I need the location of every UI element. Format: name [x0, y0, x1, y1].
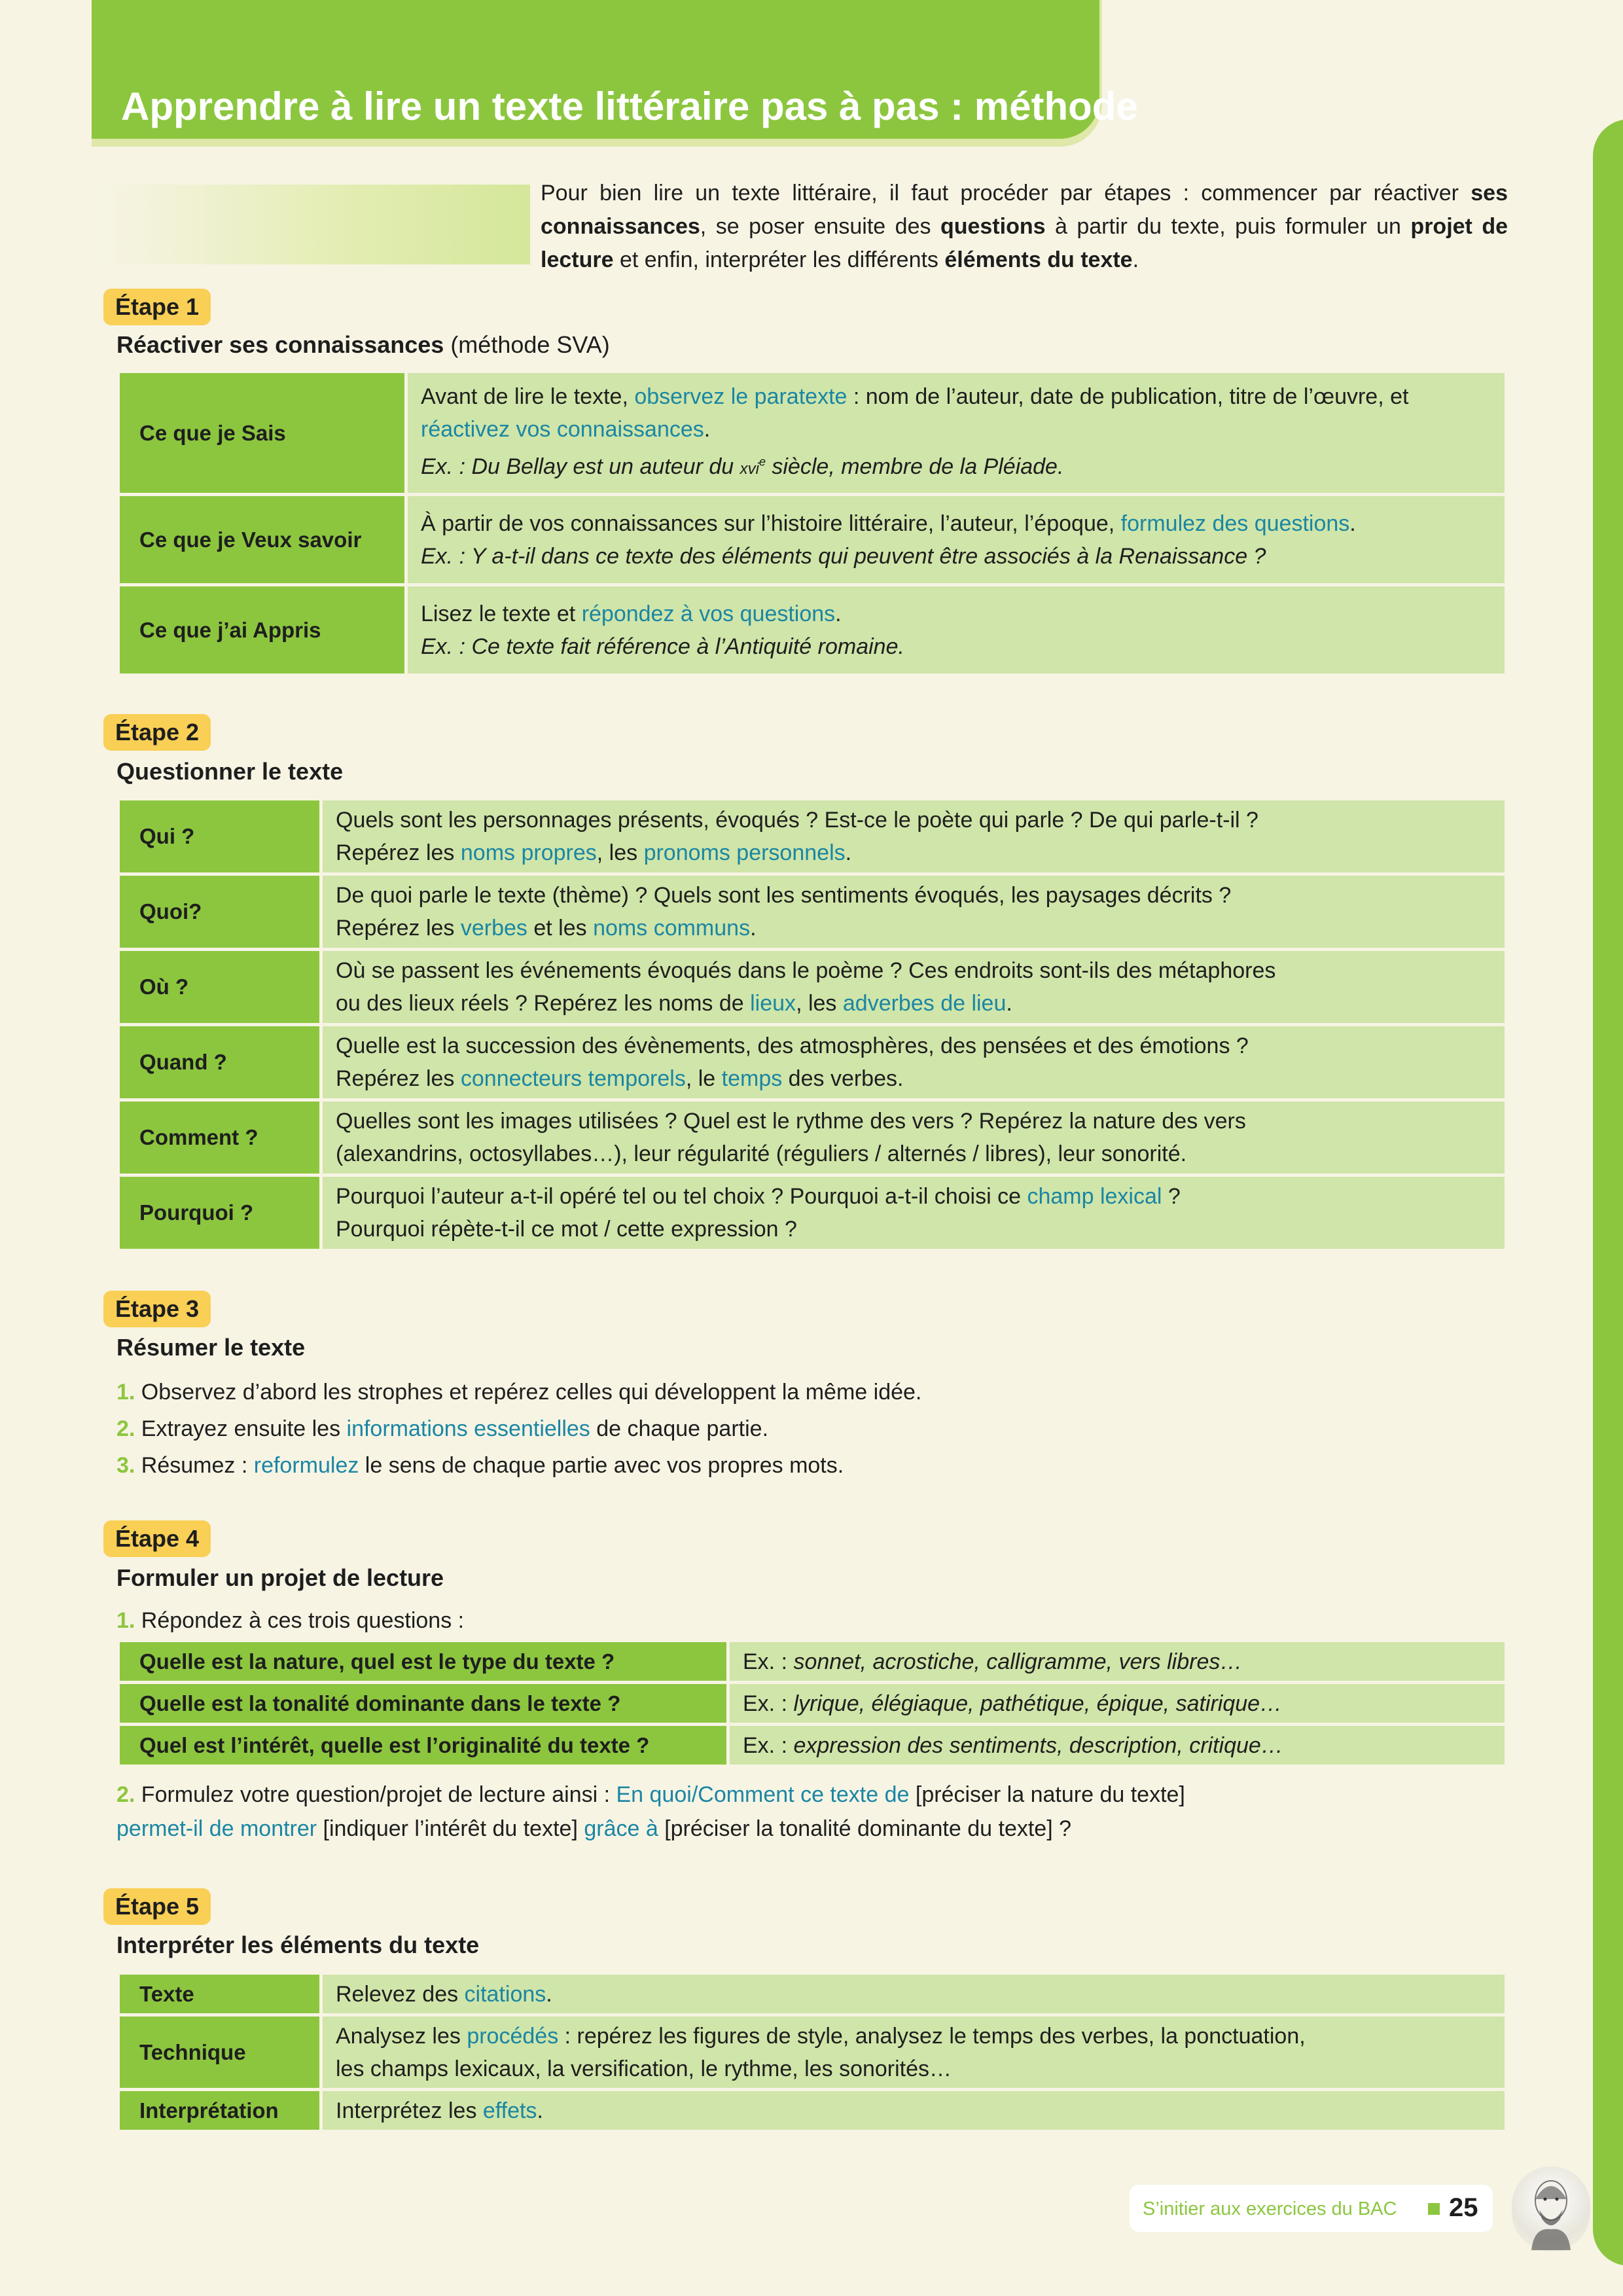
row-content: Ex. : lyrique, élégiaque, pathétique, épique, satirique…	[728, 1683, 1507, 1725]
footer-section-label: S’initier aux exercices du BAC	[1143, 2198, 1397, 2219]
list-item: 2. Extrayez ensuite les informations essentielles de chaque partie.	[116, 1416, 769, 1441]
table-row	[118, 1973, 1507, 2015]
row-label: Interprétation	[118, 2090, 321, 2132]
row-content: À partir de vos connaissances sur l’histoire littéraire, l’auteur, l’époque, formulez des questions. Ex. : Y a-t-il dans ce texte des éléments qui peuvent être associés à la Renaissance ?	[406, 495, 1507, 585]
table-row	[118, 495, 1507, 585]
row-content: Pourquoi l’auteur a-t-il opéré tel ou tel choix ? Pourquoi a-t-il choisi ce champ lexical ? Pourquoi répète-t-il ce mot / cette expression ?	[321, 1175, 1507, 1251]
row-label: Ce que je Sais	[118, 372, 406, 495]
table-row	[118, 950, 1507, 1025]
step-5-badge: Étape 5	[103, 1888, 211, 1925]
table-row	[118, 372, 1507, 495]
list-item: 3. Résumez : reformulez le sens de chaque partie avec vos propres mots.	[116, 1453, 844, 1478]
row-content: Interprétez les effets.	[321, 2090, 1507, 2132]
interpretation-table	[116, 1971, 1508, 2133]
side-tab	[1593, 119, 1623, 2266]
intro-paragraph: Pour bien lire un texte littéraire, il faut procéder par étapes : commencer par réactiver ses connaissances, se poser ensuite des questions à partir du texte, puis formuler un projet de lecture et enfin, interpréter les différents éléments du texte.	[541, 181, 1508, 272]
table-row	[118, 1100, 1507, 1175]
step-4-heading: Formuler un projet de lecture	[116, 1564, 444, 1591]
row-label: Quoi?	[118, 874, 321, 950]
sva-table	[116, 370, 1508, 677]
row-label: Quelle est la nature, quel est le type du texte ?	[118, 1641, 728, 1683]
row-content: Analysez les procédés : repérez les figures de style, analysez le temps des verbes, la ponctuation, les champs lexicaux, la versification, le rythme, les sonorités…	[321, 2015, 1507, 2090]
step-3-badge: Étape 3	[103, 1291, 211, 1327]
row-content: Quels sont les personnages présents, évoqués ? Est-ce le poète qui parle ? De qui parle-t-il ? Repérez les noms propres, les pronoms personnels.	[321, 799, 1507, 874]
row-content: Où se passent les événements évoqués dans le poème ? Ces endroits sont-ils des métaphores ou des lieux réels ? Repérez les noms de lieux, les adverbes de lieu.	[321, 950, 1507, 1025]
row-label: Quand ?	[118, 1025, 321, 1100]
table-row	[118, 1641, 1507, 1683]
reading-questions-intro: 1. Répondez à ces trois questions :	[116, 1608, 465, 1633]
step-2-badge: Étape 2	[103, 714, 211, 751]
step-5-heading: Interpréter les éléments du texte	[116, 1931, 480, 1958]
row-content: Ex. : expression des sentiments, description, critique…	[728, 1725, 1507, 1767]
row-content: De quoi parle le texte (thème) ? Quels sont les sentiments évoqués, les paysages décrits ? Repérez les verbes et les noms communs.	[321, 874, 1507, 950]
row-content: Quelles sont les images utilisées ? Quel est le rythme des vers ? Repérez la nature des vers (alexandrins, octosyllabes…), leur régularité (réguliers / alternés / libres), leur sonorité.	[321, 1100, 1507, 1175]
row-content: Ex. : sonnet, acrostiche, calligramme, vers libres…	[728, 1641, 1507, 1683]
table-row	[118, 874, 1507, 950]
row-content: Quelle est la succession des évènements, des atmosphères, des pensées et des émotions ? Repérez les connecteurs temporels, le temps des verbes.	[321, 1025, 1507, 1100]
row-label: Texte	[118, 1973, 321, 2015]
step-1-heading: Réactiver ses connaissances (méthode SVA)	[116, 331, 610, 358]
summary-steps-list	[116, 1374, 921, 1484]
row-content: Relevez des citations.	[321, 1973, 1507, 2015]
row-label: Technique	[118, 2015, 321, 2090]
table-row	[118, 799, 1507, 874]
footer-square-icon	[1428, 2203, 1440, 2215]
reading-project-table	[116, 1639, 1508, 1768]
questions-table	[116, 797, 1508, 1252]
row-content: Lisez le texte et répondez à vos questions. Ex. : Ce texte fait référence à l’Antiquité romaine.	[406, 585, 1507, 675]
row-label: Où ?	[118, 950, 321, 1025]
row-content: Avant de lire le texte, observez le paratexte : nom de l’auteur, date de publication, titre de l’œuvre, et réactivez vos connaissances. Ex. : Du Bellay est un auteur du xvi$^e$ siècle, membre de la Pléiade.	[406, 372, 1507, 495]
intro-decoration	[101, 185, 530, 264]
page-title: Apprendre à lire un texte littéraire pas à pas : méthode	[121, 84, 1138, 128]
step-2-heading: Questionner le texte	[116, 758, 344, 785]
table-row	[118, 1025, 1507, 1100]
row-label: Quelle est la tonalité dominante dans le texte ?	[118, 1683, 728, 1725]
reading-project-formula: 2. Formulez votre question/projet de lecture ainsi : En quoi/Comment ce texte de [préciser la nature du texte] permet-il de montrer [indiquer l’intérêt du texte] grâce à [préciser la tonalité dominante du texte] ?	[116, 1782, 1185, 1841]
author-portrait-icon	[1512, 2166, 1590, 2251]
table-row	[118, 1725, 1507, 1767]
step-1-badge: Étape 1	[103, 289, 211, 325]
row-label: Ce que je Veux savoir	[118, 495, 406, 585]
table-row	[118, 1683, 1507, 1725]
row-label: Qui ?	[118, 799, 321, 874]
table-row	[118, 2090, 1507, 2132]
step-4-badge: Étape 4	[103, 1520, 211, 1557]
row-label: Quel est l’intérêt, quelle est l’originalité du texte ?	[118, 1725, 728, 1767]
row-label: Pourquoi ?	[118, 1175, 321, 1251]
row-label: Comment ?	[118, 1100, 321, 1175]
table-row	[118, 585, 1507, 675]
step-3-heading: Résumer le texte	[116, 1334, 306, 1361]
table-row	[118, 1175, 1507, 1251]
row-label: Ce que j’ai Appris	[118, 585, 406, 675]
page-number: 25	[1449, 2193, 1478, 2222]
table-row	[118, 2015, 1507, 2090]
list-item: 1. Observez d’abord les strophes et repérez celles qui développent la même idée.	[116, 1380, 922, 1405]
